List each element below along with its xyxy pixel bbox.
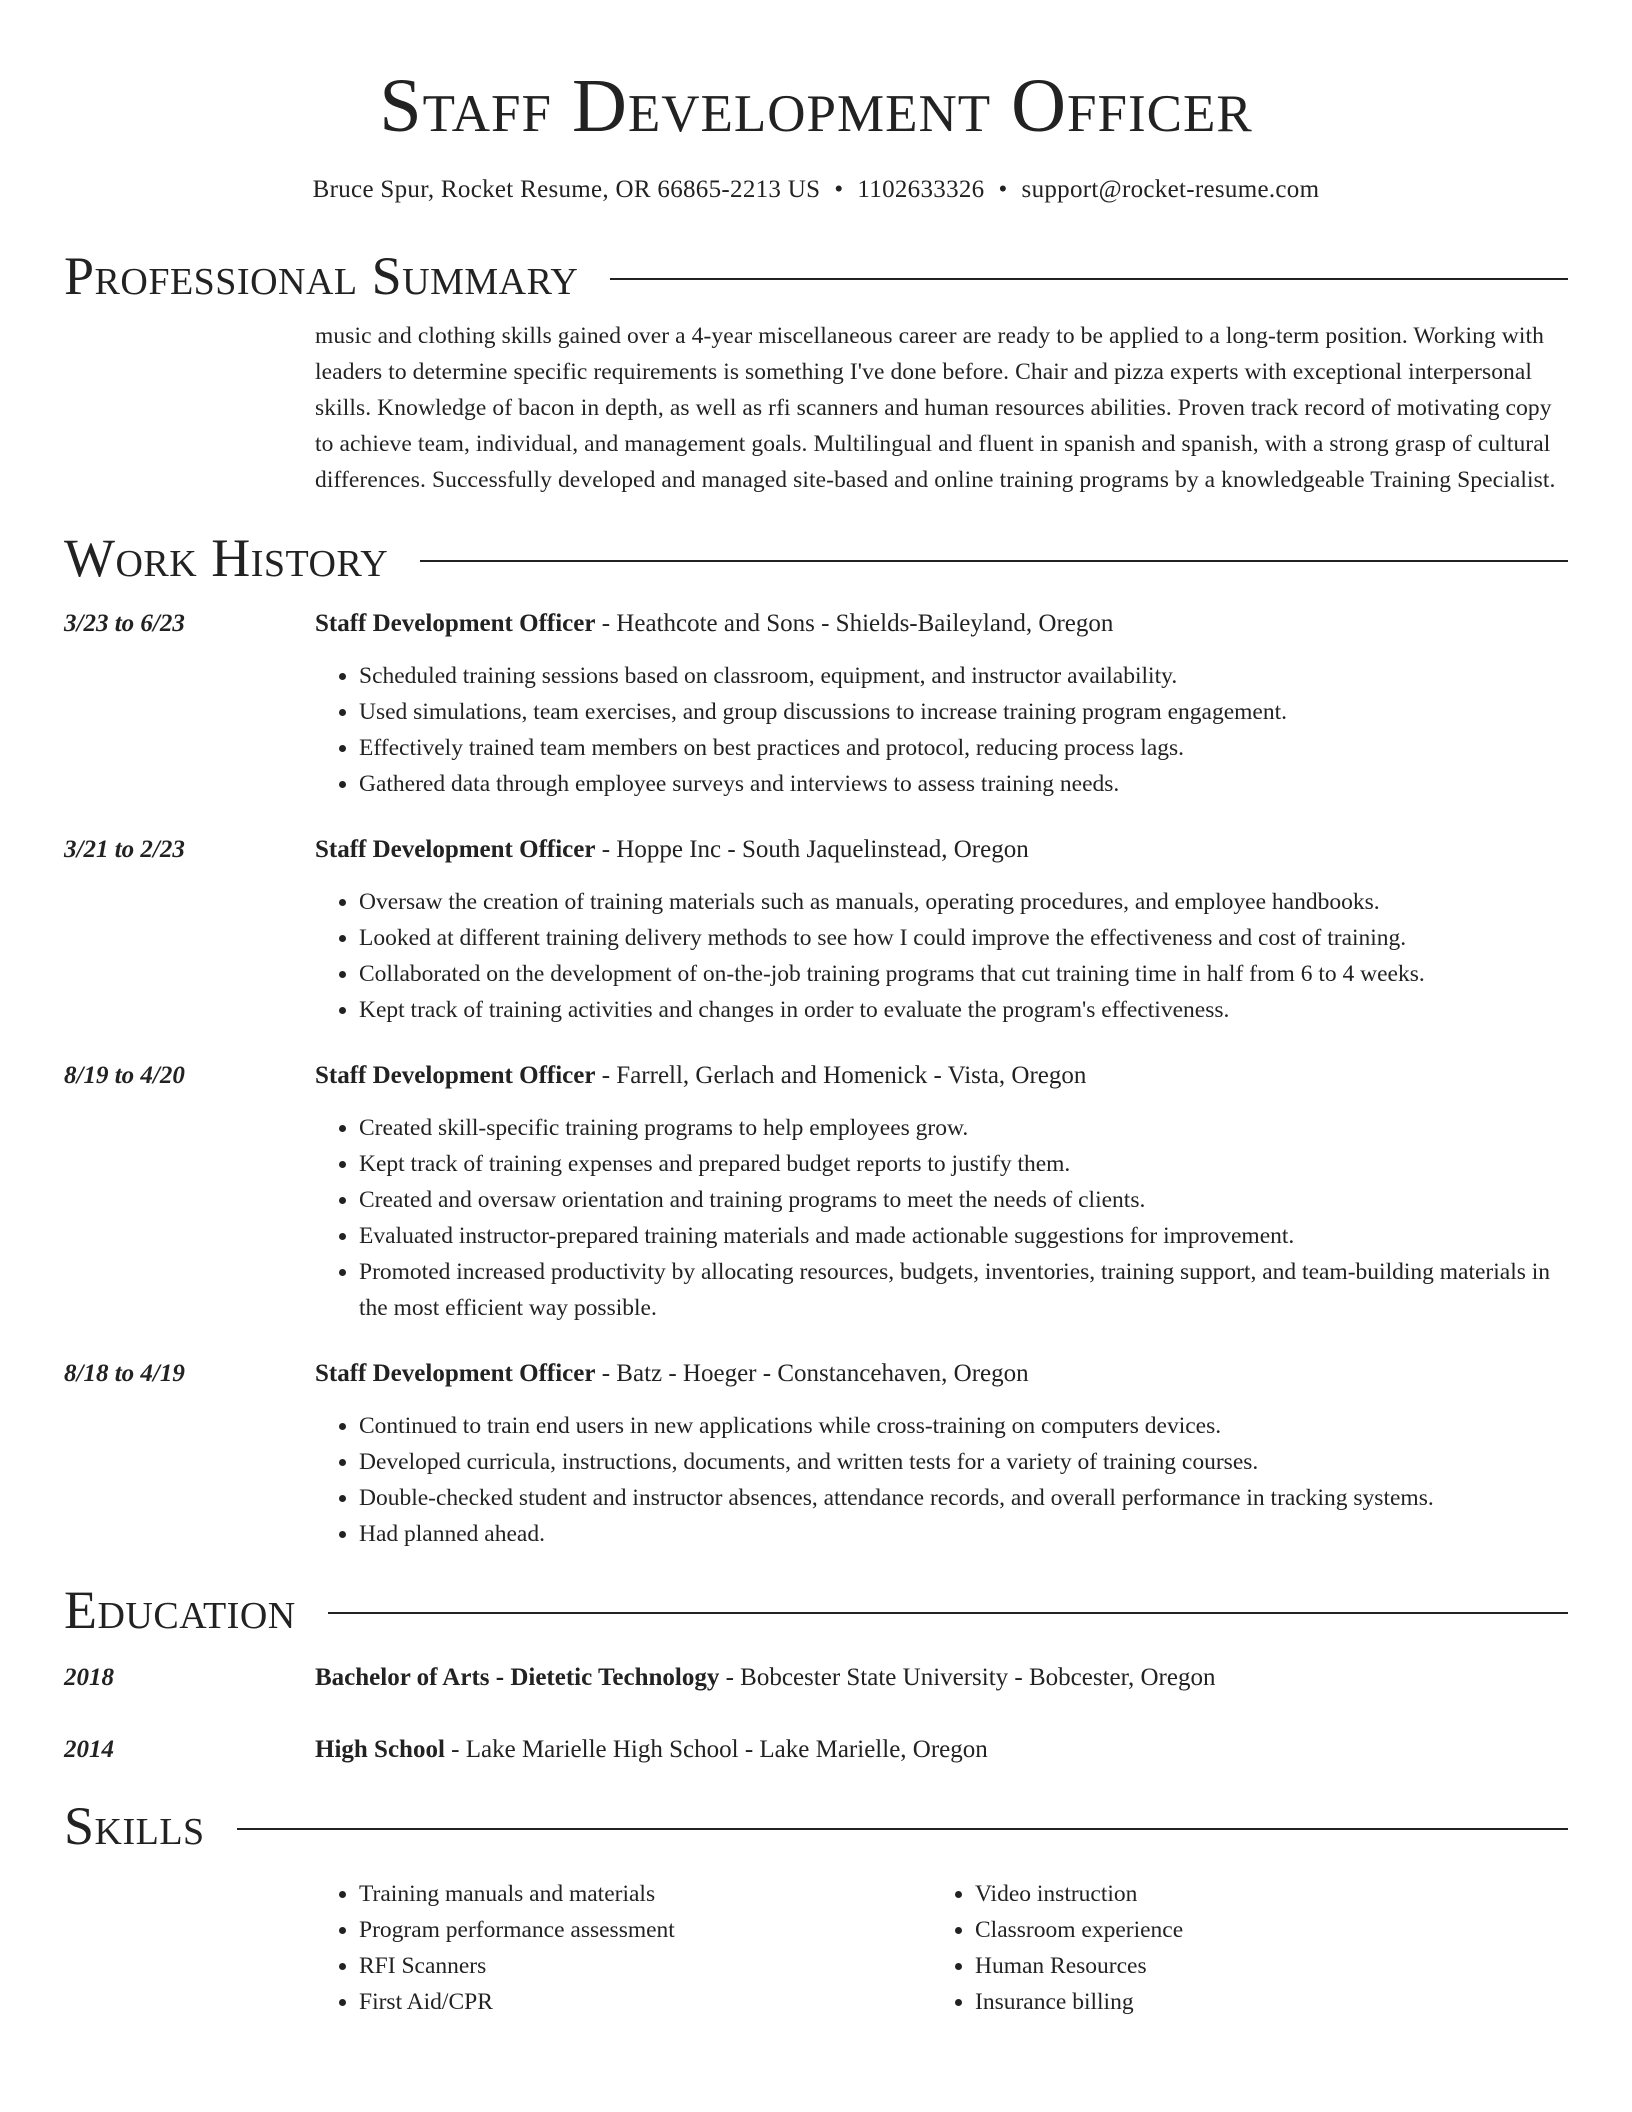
work-bullets [315,884,1568,1028]
list-item: • Created and oversaw orientation and training programs to meet the needs of clients. [359,1182,1568,1218]
list-item: • Looked at different training delivery methods to see how I could improve the effectiveness and cost of training. [359,920,1568,956]
job-title: Staff Development Officer [315,1360,596,1387]
education-entry [64,1732,1568,1768]
list-item: • Oversaw the creation of training materials such as manuals, operating procedures, and employee handbooks. [359,884,1568,920]
list-item: • Continued to train end users in new applications while cross-training on computers devices. [359,1408,1568,1444]
summary-section-header [64,244,1568,308]
contact-email[interactable]: support@rocket-resume.com [1021,176,1320,203]
job-title: Staff Development Officer [315,836,596,863]
job-title: Staff Development Officer [315,610,596,637]
work-entry [64,1058,1568,1326]
education-year: 2014 [64,1736,114,1763]
work-title-line [315,1356,1568,1392]
education-heading: Education [64,1580,296,1640]
work-entry [64,606,1568,802]
list-item: • Double-checked student and instructor absences, attendance records, and overall performance in tracking systems. [359,1480,1568,1516]
work-entry [64,1356,1568,1552]
skills-column-right [931,1876,1568,2020]
skill-item: • Training manuals and materials [359,1876,931,1912]
work-dates: 3/23 to 6/23 [64,610,185,637]
list-item: • Had planned ahead. [359,1516,1568,1552]
contact-separator: • [834,176,844,203]
resume-title: Staff Development Officer [379,64,1253,148]
contact-line [64,174,1568,206]
skill-item: • RFI Scanners [359,1948,931,1984]
work-dates: 3/21 to 2/23 [64,836,185,863]
work-bullets [315,658,1568,802]
skill-item: • Human Resources [975,1948,1568,1984]
contact-address: Bruce Spur, Rocket Resume, OR 66865-2213 US [312,176,821,203]
work-title-line [315,1058,1568,1094]
skills-heading: Skills [64,1796,205,1856]
list-item: • Gathered data through employee surveys and interviews to assess training needs. [359,766,1568,802]
education-section-header [64,1578,1568,1642]
job-employer: - Farrell, Gerlach and Homenick - Vista, Oregon [595,1062,1087,1089]
list-item: • Scheduled training sessions based on classroom, equipment, and instructor availability. [359,658,1568,694]
contact-phone: 1102633326 [857,176,985,203]
list-item: • Kept track of training expenses and prepared budget reports to justify them. [359,1146,1568,1182]
skills-list [315,1876,1568,2020]
section-divider [328,1612,1568,1614]
work-entry [64,832,1568,1028]
skill-item: • Program performance assessment [359,1912,931,1948]
job-employer: - Batz - Hoeger - Constancehaven, Oregon [595,1360,1029,1387]
job-title: Staff Development Officer [315,1062,596,1089]
job-employer: - Hoppe Inc - South Jaquelinstead, Oregon [595,836,1029,863]
education-school: - Lake Marielle High School - Lake Marielle, Oregon [444,1736,988,1763]
list-item: • Developed curricula, instructions, documents, and written tests for a variety of training courses. [359,1444,1568,1480]
education-entry [64,1660,1568,1696]
skill-item: • Classroom experience [975,1912,1568,1948]
education-degree: High School [315,1736,445,1763]
education-year: 2018 [64,1664,114,1691]
skill-item: • Insurance billing [975,1984,1568,2020]
section-divider [237,1828,1568,1830]
work-section-header [64,526,1568,590]
skill-item: • First Aid/CPR [359,1984,931,2020]
work-heading: Work History [64,528,389,588]
list-item: • Kept track of training activities and changes in order to evaluate the program's effectiveness. [359,992,1568,1028]
job-employer: - Heathcote and Sons - Shields-Baileyland, Oregon [595,610,1114,637]
skills-section-header [64,1794,1568,1858]
work-bullets [315,1408,1568,1552]
list-item: • Created skill-specific training programs to help employees grow. [359,1110,1568,1146]
summary-heading: Professional Summary [64,246,579,306]
education-line [315,1732,1568,1768]
list-item: • Used simulations, team exercises, and group discussions to increase training program engagement. [359,694,1568,730]
section-divider [610,278,1568,280]
list-item: • Promoted increased productivity by allocating resources, budgets, inventories, training support, and team-building materials in the most efficient way possible. [359,1254,1568,1326]
work-title-line [315,832,1568,868]
list-item: • Evaluated instructor-prepared training materials and made actionable suggestions for improvement. [359,1218,1568,1254]
list-item: • Collaborated on the development of on-the-job training programs that cut training time in half from 6 to 4 weeks. [359,956,1568,992]
contact-separator: • [998,176,1008,203]
section-divider [420,560,1568,562]
list-item: • Effectively trained team members on best practices and protocol, reducing process lags. [359,730,1568,766]
education-line [315,1660,1568,1696]
work-dates: 8/19 to 4/20 [64,1062,185,1089]
summary-text: music and clothing skills gained over a 4-year miscellaneous career are ready to be applied to a long-term position. Working with leaders to determine specific requirements is something I've done before. Chair and pizza experts with exceptional interpersonal skills. Knowledge of bacon in depth, as well as rfi scanners and human resources abilities. Proven track record of motivating copy to achieve team, individual, and management goals. Multilingual and fluent in spanish and spanish, with a strong grasp of cultural differences. Successfully developed and managed site-based and online training programs by a knowledgeable Training Specialist. [315,323,1556,493]
education-school: - Bobcester State University - Bobcester, Oregon [719,1664,1216,1691]
work-title-line [315,606,1568,642]
work-dates: 8/18 to 4/19 [64,1360,185,1387]
work-bullets [315,1110,1568,1326]
skill-item: • Video instruction [975,1876,1568,1912]
skills-column-left [315,1876,931,2020]
education-degree: Bachelor of Arts - Dietetic Technology [315,1664,720,1691]
